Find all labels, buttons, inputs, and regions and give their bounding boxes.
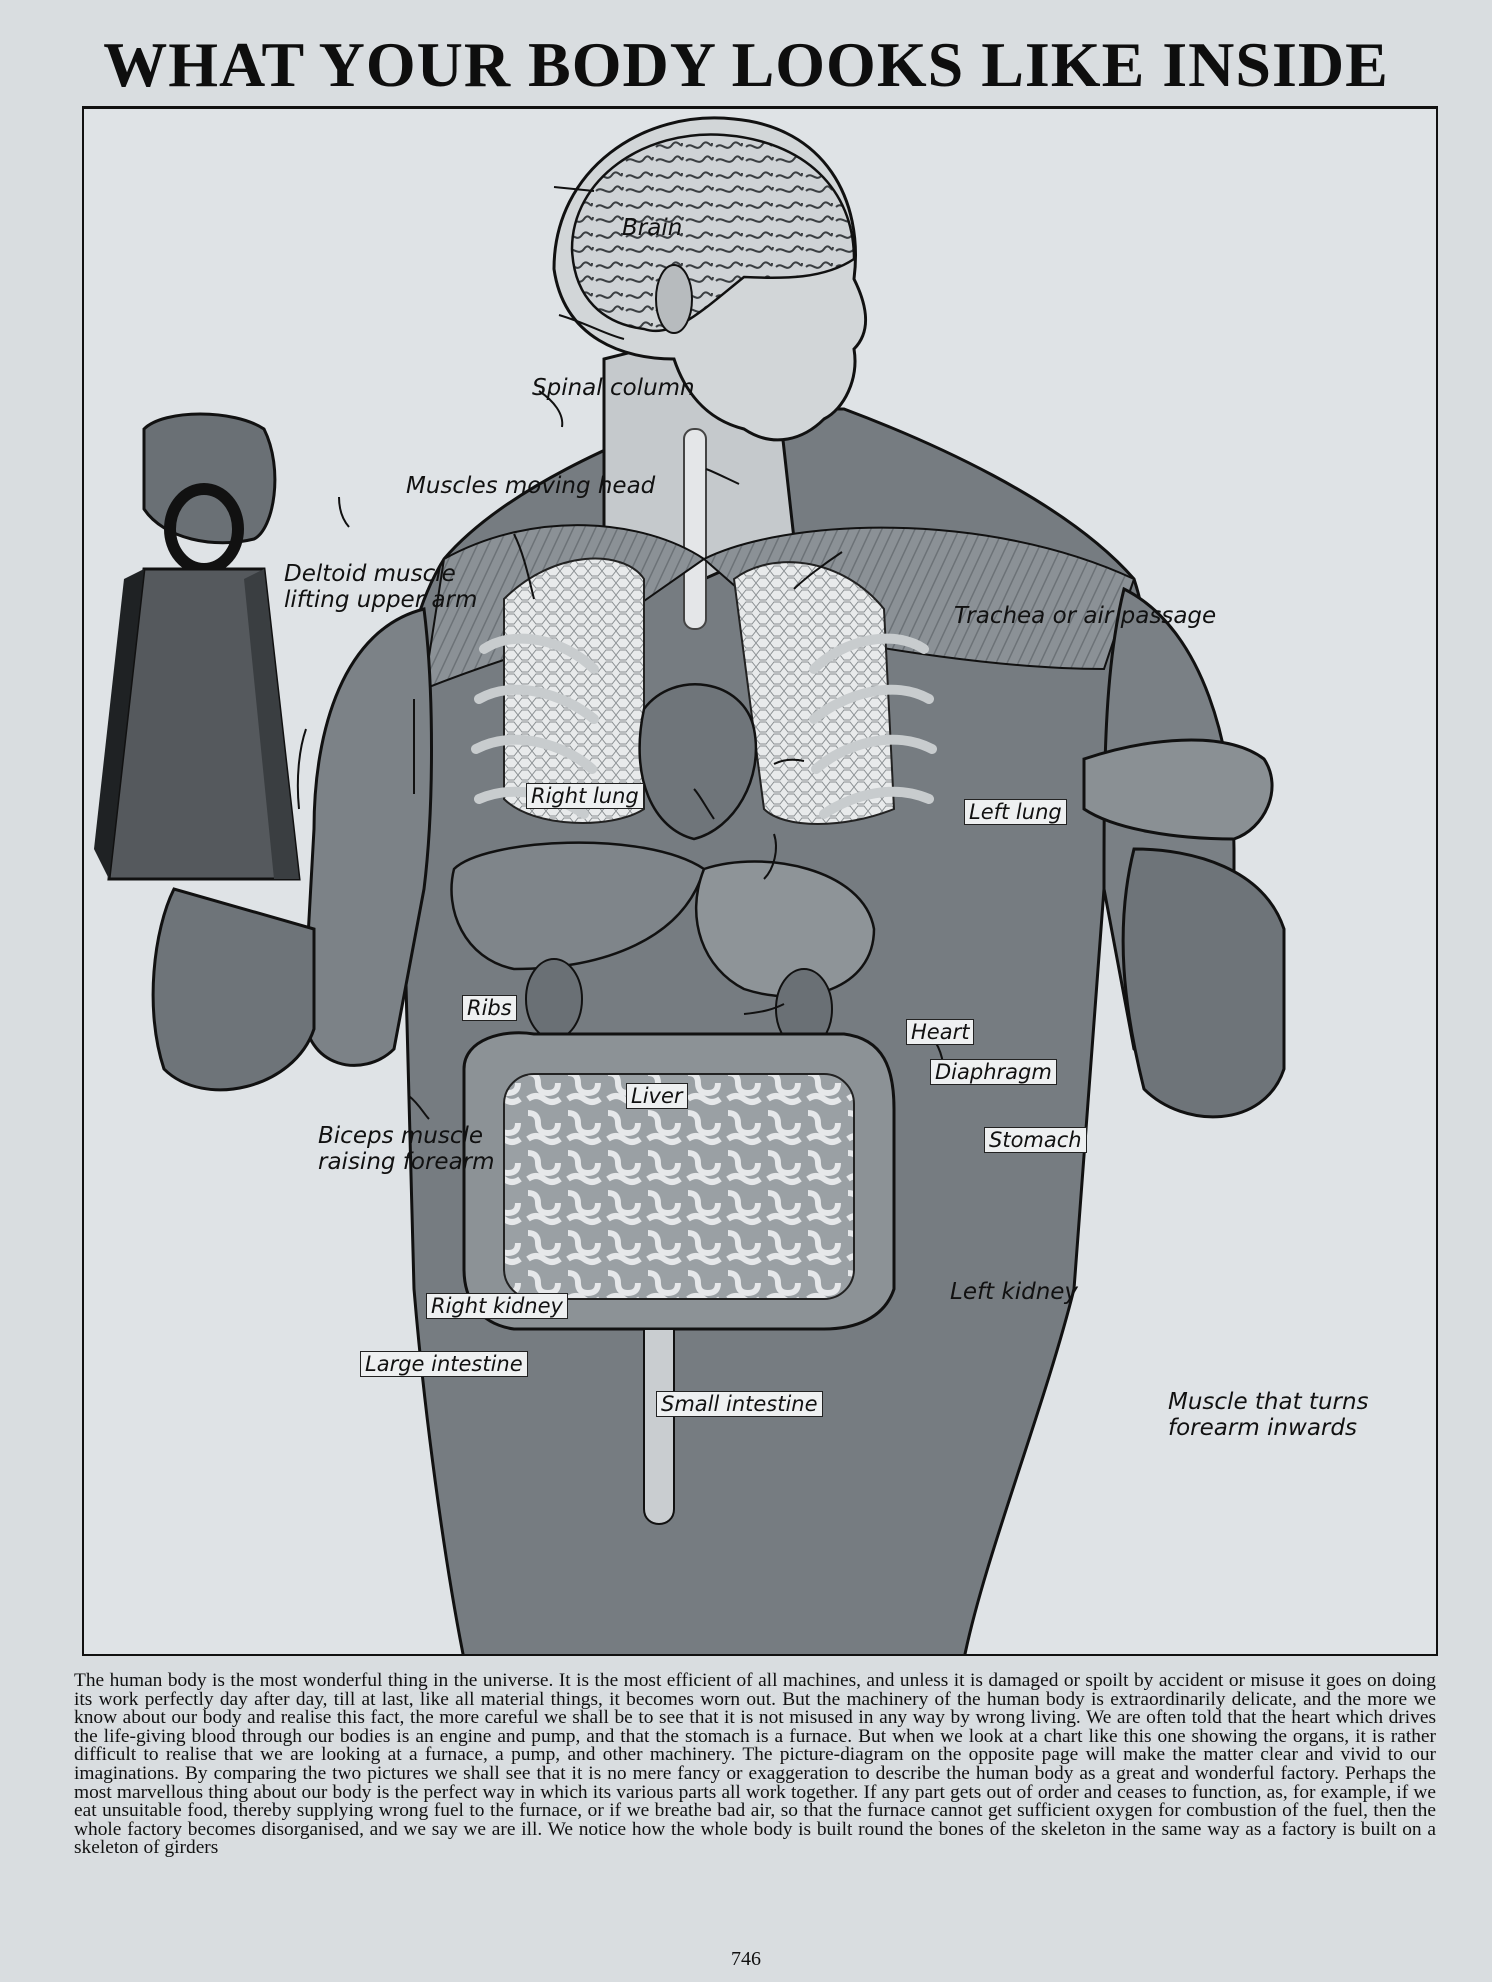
label-ribs: Ribs [462, 995, 517, 1021]
label-forearm-muscle: Muscle that turns forearm inwards [1168, 1389, 1369, 1442]
label-left-kidney: Left kidney [950, 1279, 1079, 1305]
forearm-left [153, 889, 314, 1090]
forearm-right [1123, 849, 1284, 1117]
ear-shape [656, 265, 692, 333]
page-title: WHAT YOUR BODY LOOKS LIKE INSIDE [103, 29, 1389, 100]
trachea-shape [684, 429, 706, 629]
right-kidney-shape [526, 959, 582, 1039]
label-right-lung: Right lung [526, 783, 644, 809]
label-left-lung: Left lung [964, 799, 1067, 825]
label-diaphragm: Diaphragm [930, 1059, 1057, 1085]
label-large-intestine: Large intestine [360, 1351, 528, 1377]
article-paragraph: The human body is the most wonderful thing in the universe. It is the most efficient of all machines, and unless it is damaged or spoilt by accident or misuse it goes on doing its work perfectly day after day, till at last, like all material things, it becomes worn out. But the machinery of the human body is extraordinarily delicate, and the more we know about our body and realise this fact, the more careful we shall be to see that it is not misused in any way by wrong living. We are often told that the heart which drives the life-giving blood through our bodies is an engine and pump, and that the stomach is a furnace. But when we look at a chart like this one showing the organs, it is rather difficult to realise that we are looking at a furnace, a pump, and other machinery. The picture-diagram on the opposite page will make the matter clear and vivid to our imaginations. By comparing the two pictures we shall see that it is no mere fancy or exaggeration to describe the human body as a great and wonderful factory. Perhaps the most marvellous thing about our body is the perfect way in which its various parts all work together. If any part gets out of order and ceases to function, as, for example, if we eat unsuitable food, thereby supplying wrong fuel to the furnace, or if we breathe bad air, so that the furnace cannot get sufficient oxygen for combustion of the fuel, then the whole factory becomes disorganised, and we say we are ill. We notice how the whole body is built round the bones of the skeleton in the same way as a factory is built on a skeleton of girders [74, 1670, 1436, 1859]
anatomy-figure [82, 106, 1438, 1656]
label-muscles-moving-head: Muscles moving head [406, 473, 656, 499]
page-number: 746 [731, 1948, 761, 1970]
label-small-intestine: Small intestine [656, 1391, 823, 1417]
label-stomach: Stomach [984, 1127, 1087, 1153]
label-biceps-muscle: Biceps muscle raising forearm [318, 1123, 495, 1176]
rectum-shape [644, 1329, 674, 1524]
label-liver: Liver [626, 1083, 688, 1109]
label-heart: Heart [906, 1019, 974, 1045]
label-right-kidney: Right kidney [426, 1293, 568, 1319]
label-spinal-column: Spinal column [532, 375, 695, 401]
label-deltoid-muscle: Deltoid muscle lifting upper arm [284, 561, 478, 614]
label-trachea: Trachea or air passage [954, 603, 1217, 629]
hand-left [144, 414, 275, 543]
label-brain: Brain [622, 215, 683, 241]
